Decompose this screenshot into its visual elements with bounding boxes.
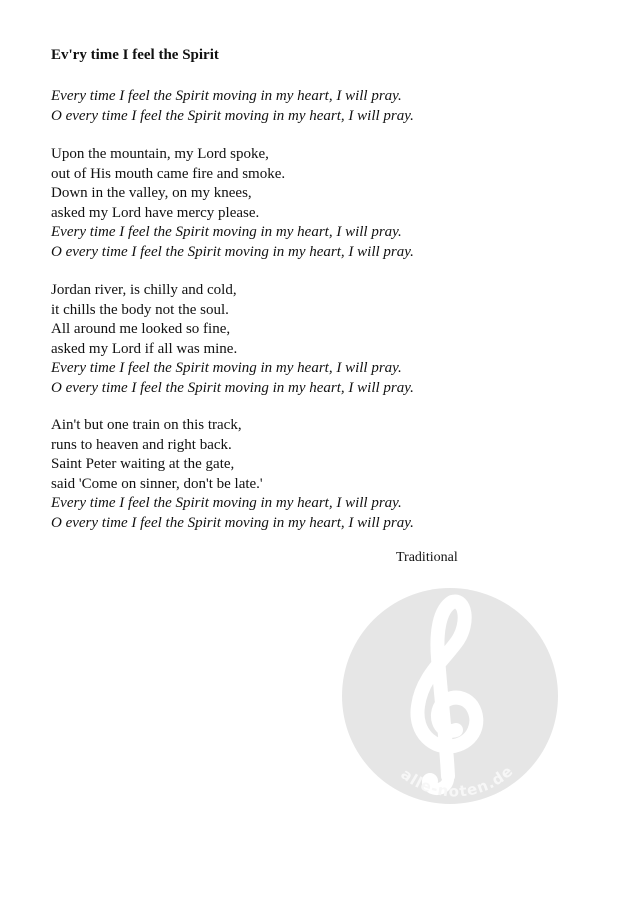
verse-line: runs to heaven and right back. (51, 436, 232, 453)
treble-clef-icon (342, 588, 558, 804)
verse-line: Jordan river, is chilly and cold, (51, 282, 237, 298)
chorus-line: Every time I feel the Spirit moving in my heart, I will pray. (51, 360, 402, 377)
chorus-line: Every time I feel the Spirit moving in my heart, I will pray. (51, 224, 402, 241)
watermark-text: alle-noten.de (397, 761, 517, 801)
verse-2 (51, 281, 414, 399)
chorus-line: Every time I feel the Spirit moving in my heart, I will pray. (51, 88, 402, 104)
chorus-line: O every time I feel the Spirit moving in my heart, I will pray. (51, 379, 414, 396)
verse-line: Down in the valley, on my knees, (51, 185, 252, 202)
verse-3 (51, 416, 414, 534)
chorus-line: O every time I feel the Spirit moving in my heart, I will pray. (51, 514, 414, 531)
verse-line: Ain't but one train on this track, (51, 417, 242, 433)
verse-line: Saint Peter waiting at the gate, (51, 456, 235, 473)
verse-line: asked my Lord if all was mine. (51, 340, 238, 357)
verse-line: it chills the body not the soul. (51, 301, 229, 318)
song-title: Ev'ry time I feel the Spirit (51, 47, 219, 63)
verse-line: asked my Lord have mercy please. (51, 204, 260, 221)
verse-line: out of His mouth came fire and smoke. (51, 165, 286, 182)
chorus-line: O every time I feel the Spirit moving in my heart, I will pray. (51, 107, 414, 124)
chorus-line: O every time I feel the Spirit moving in my heart, I will pray. (51, 243, 414, 260)
verse-line: Upon the mountain, my Lord spoke, (51, 146, 269, 162)
verse-line: All around me looked so fine, (51, 321, 231, 338)
chorus-line: Every time I feel the Spirit moving in my heart, I will pray. (51, 495, 402, 512)
attribution: Traditional (396, 550, 458, 565)
watermark-logo (342, 588, 558, 804)
verse-1 (51, 145, 414, 263)
verse-line: said 'Come on sinner, don't be late.' (51, 475, 263, 492)
opening-chorus (51, 87, 414, 126)
